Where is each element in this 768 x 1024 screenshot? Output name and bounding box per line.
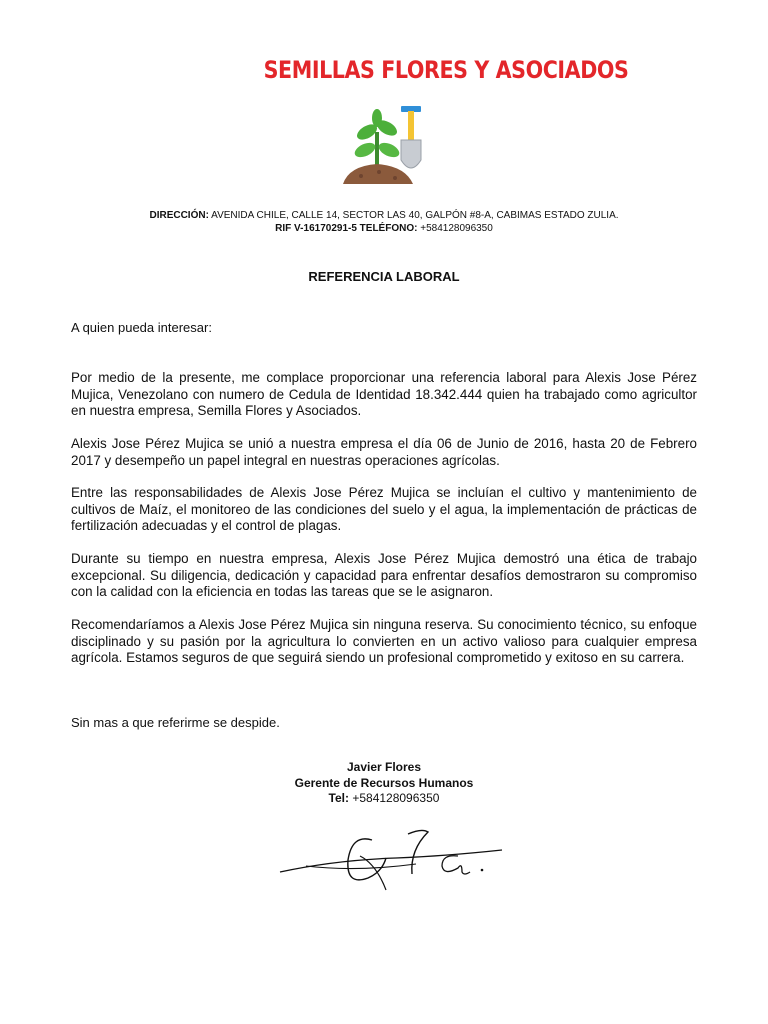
company-logo (244, 46, 629, 188)
shovel-blade-icon (401, 140, 421, 168)
tel-label: Tel: (328, 791, 349, 805)
signatory-name: Javier Flores (346, 760, 422, 774)
signatory-phone (0, 791, 768, 807)
paragraph: Entre las responsabilidades de Alexis Jose Pérez Mujica se incluían el cultivo y mantenimiento de cultivos de Maíz, el monitoreo de las condiciones del suelo y el agua, la implementación de prácticas de fertilización adecuadas y el control de plagas. (71, 485, 697, 534)
rif-phone-line (0, 222, 768, 235)
paragraph: Recomendaríamos a Alexis Jose Pérez Mujica sin ninguna reserva. Su conocimiento técnico, su enfoque disciplinado y su pasión por la agricultura lo convierten en un activo valioso para cualquier empresa agrícola. Estamos seguros de que seguirá siendo un profesional comprometido y exitoso en su carrera. (71, 617, 697, 666)
paragraph: Durante su tiempo en nuestra empresa, Alexis Jose Pérez Mujica demostró una ética de trabajo excepcional. Su diligencia, dedicación y capacidad para enfrentar desafíos demostraron su compromiso con la calidad con la eficiencia en todas las tareas que se le asignaron. (71, 551, 697, 600)
paragraph: Alexis Jose Pérez Mujica se unió a nuestra empresa el día 06 de Junio de 2016, hasta 20 de Febrero 2017 y desempeño un papel integral en nuestras operaciones agrícolas. (71, 436, 697, 468)
address-value: AVENIDA CHILE, CALLE 14, SECTOR LAS 40, GALPÓN #8-A, CABIMAS ESTADO ZULIA. (208, 210, 619, 221)
document-title: REFERENCIA LABORAL (308, 269, 460, 284)
shovel-handle-icon (408, 111, 414, 141)
address-line (0, 209, 768, 222)
paragraph: Por medio de la presente, me complace proporcionar una referencia laboral para Alexis Jose Pérez Mujica, Venezolano con numero de Cedula de Identidad 18.342.444 quien ha trabajado como agricultor en nuestra empresa, Semilla Flores y Asociados. (71, 370, 697, 419)
rif-label: RIF V-16170291-5 TELÉFONO: (275, 223, 418, 234)
signatory-block (0, 760, 768, 807)
seedling-shovel-icon (339, 98, 431, 188)
letterhead-info (0, 209, 768, 235)
salutation: A quien pueda interesar: (71, 320, 212, 335)
handwritten-signature-icon (276, 820, 508, 900)
signatory-role: Gerente de Recursos Humanos (294, 775, 474, 790)
company-logo-text: SEMILLAS FLORES Y ASOCIADOS (263, 56, 629, 84)
address-label: DIRECCIÓN: (149, 210, 209, 221)
tel-value: +584128096350 (349, 791, 440, 805)
phone-value: +584128096350 (417, 223, 493, 234)
closing-line: Sin mas a que referirme se despide. (71, 715, 280, 730)
soil-mound-icon (343, 164, 413, 184)
